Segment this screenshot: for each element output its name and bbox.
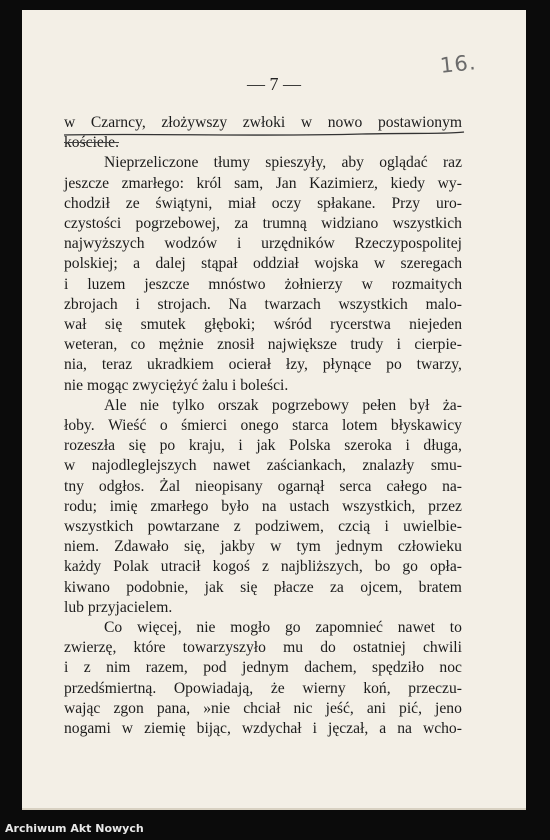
text-line: Ale nie tylko orszak pogrzebowy pełen był ża-	[104, 396, 462, 414]
text-line: każdy Polak utracił kogoś z najbliższych, bo go opła-	[64, 558, 462, 576]
text-line: wszystkich powtarzane z podziwem, czcią i uwielbie-	[64, 518, 462, 536]
text-line: kościele.	[64, 134, 119, 152]
text-line: niem. Zdawało się, jakby w tym jednym człowieku	[64, 538, 462, 556]
body-text	[64, 113, 462, 739]
text-line: rodu; imię zmarłego było na ustach wszystkich, przez	[64, 497, 462, 515]
text-line: w najodleglejszych nawet zaściankach, znalazły smu-	[64, 457, 462, 475]
text-line: Co więcej, nie mogło go zapomnieć nawet to	[104, 619, 462, 637]
text-line: nia, teraz ukradkiem ocierał łzy, płynące po twarzy,	[64, 356, 462, 374]
document-page	[22, 10, 526, 810]
text-line: najwyższych wodzów i urzędników Rzeczypospolitej	[64, 235, 462, 253]
handwritten-folio-number: 16.	[438, 50, 478, 78]
text-line: chodził ze świątyni, miał oczy spłakane. Przy uro-	[64, 194, 462, 212]
archive-footer	[0, 810, 550, 840]
text-line: polskiej; a dalej stąpał oddział wojska w szeregach	[64, 255, 462, 273]
text-line: czystości pogrzebowej, za trumną widziano wszystkich	[64, 215, 462, 233]
text-line: nie mogąc zwyciężyć żalu i boleści.	[64, 376, 289, 394]
text-line: zbrojach i strojach. Na twarzach wszystkich malo-	[64, 295, 462, 313]
text-line: wał się smutek głęboki; wśród rycerstwa niejeden	[64, 316, 462, 334]
text-line: rozeszła się po kraju, i jak Polska szeroka i długa,	[64, 437, 462, 455]
text-line: lub przyjacielem.	[64, 598, 173, 616]
text-line: nogami w ziemię bijąc, wzdychał i jęczał, a na wcho-	[64, 720, 462, 738]
text-line: jeszcze zmarłego: król sam, Jan Kazimierz, kiedy wy-	[64, 174, 462, 192]
page-header: — 7 —	[247, 74, 301, 94]
text-line: i z nim razem, pod jednym dachem, spędziło noc	[64, 659, 462, 677]
text-line: tny odgłos. Żal nieopisany ogarnął serca całego na-	[64, 477, 462, 495]
text-line: wając zgon pana, »nie chciał nic jeść, ani pić, jeno	[64, 699, 462, 717]
text-line: przedśmiertną. Opowiadają, że wierny koń, przeczu-	[64, 679, 462, 697]
text-line: weteran, co mężnie znosił największe trudy i cierpie-	[64, 336, 462, 354]
text-line: zwierzę, które towarzyszyło mu do ostatniej chwili	[64, 639, 462, 657]
text-line: kiwano podobnie, jak się płacze za ojcem, bratem	[64, 578, 462, 596]
text-line: w Czarncy, złożywszy zwłoki w nowo postawionym	[64, 114, 462, 131]
text-line: i luzem jeszcze mnóstwo żołnierzy w rozmaitych	[64, 275, 462, 293]
archive-label: Archiwum Akt Nowych	[5, 822, 144, 835]
text-line: łoby. Wieść o śmierci onego starca lotem błyskawicy	[64, 417, 462, 435]
text-line: Nieprzeliczone tłumy spieszyły, aby oglądać raz	[104, 154, 462, 172]
